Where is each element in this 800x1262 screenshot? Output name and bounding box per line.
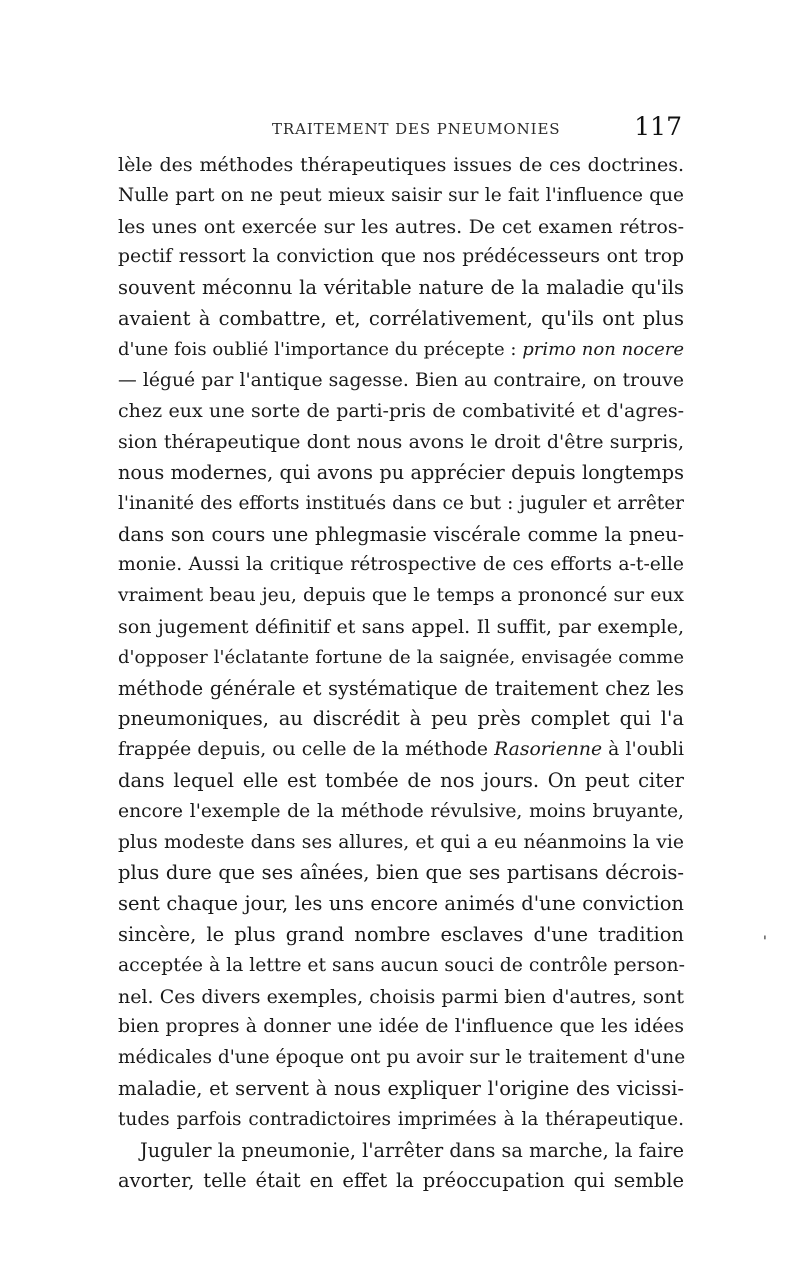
text-line: — légué par l'antique sagesse. Bien au contraire, on trouve bbox=[118, 369, 684, 391]
text-line: dans lequel elle est tombée de nos jours. On peut citer bbox=[118, 768, 684, 792]
text-line: d'opposer l'éclatante fortune de la saignée, envisagée comme bbox=[118, 646, 684, 668]
text-line: tudes parfois contradictoires imprimées à la thérapeutique. bbox=[118, 1108, 684, 1130]
text-line: souvent méconnu la véritable nature de la maladie qu'ils bbox=[118, 276, 684, 300]
text-line: plus dure que ses aînées, bien que ses partisans décrois- bbox=[118, 861, 684, 885]
italic-phrase: primo non nocere bbox=[522, 338, 684, 360]
text-line: maladie, et servent à nous expliquer l'origine des vicissi- bbox=[118, 1076, 684, 1100]
body-text bbox=[118, 150, 684, 1197]
text-line: pneumoniques, au discrédit à peu près complet qui l'a bbox=[118, 707, 684, 731]
text-line: avorter, telle était en effet la préoccupation qui semble bbox=[118, 1169, 684, 1193]
paragraph-start-line: Juguler la pneumonie, l'arrêter dans sa marche, la faire bbox=[140, 1138, 684, 1162]
text-line: les unes ont exercée sur les autres. De cet examen rétros- bbox=[118, 215, 684, 238]
text-line: chez eux une sorte de parti-pris de combativité et d'agres- bbox=[118, 400, 684, 423]
text-line: monie. Aussi la critique rétrospective de ces efforts a-t-elle bbox=[118, 554, 684, 576]
text-fragment: d'une fois oublié l'importance du précepte : bbox=[118, 338, 517, 360]
text-line: sent chaque jour, les uns encore animés d'une conviction bbox=[118, 892, 684, 916]
running-title: TRAITEMENT DES PNEUMONIES bbox=[272, 120, 561, 138]
text-line: acceptée à la lettre et sans aucun souci de contrôle person- bbox=[118, 954, 685, 976]
text-fragment: frappée depuis, ou celle de la méthode bbox=[118, 739, 488, 761]
text-line: avaient à combattre, et, corrélativement, qu'ils ont plus bbox=[118, 306, 684, 330]
text-line: plus modeste dans ses allures, et qui a eu néanmoins la vie bbox=[118, 831, 684, 853]
text-line: méthode générale et systématique de traitement chez les bbox=[118, 676, 684, 700]
text-line: vraiment beau jeu, depuis que le temps a prononcé sur eux bbox=[118, 585, 684, 607]
text-line: nel. Ces divers exemples, choisis parmi bien d'autres, sont bbox=[118, 985, 684, 1008]
text-line: sion thérapeutique dont nous avons le droit d'être surpris, bbox=[118, 431, 684, 454]
italic-phrase: Rasorienne bbox=[494, 739, 603, 761]
text-line: nous modernes, qui avons pu apprécier depuis longtemps bbox=[118, 460, 684, 484]
text-line: bien propres à donner une idée de l'influence que les idées bbox=[118, 1016, 684, 1038]
text-line bbox=[118, 335, 684, 366]
page-number: 117 bbox=[634, 112, 682, 141]
running-head bbox=[118, 112, 684, 142]
text-line: son jugement définitif et sans appel. Il suffit, par exemple, bbox=[118, 615, 684, 638]
text-line: Nulle part on ne peut mieux saisir sur le fait l'influence que bbox=[118, 184, 684, 206]
text-line bbox=[118, 735, 684, 766]
text-line: dans son cours une phlegmasie viscérale comme la pneu- bbox=[118, 522, 684, 546]
text-line: l'inanité des efforts institués dans ce but : juguler et arrêter bbox=[118, 492, 684, 514]
text-line: sincère, le plus grand nombre esclaves d'une tradition bbox=[118, 922, 684, 946]
marginal-ink-mark: ' bbox=[763, 934, 767, 950]
text-line: lèle des méthodes thérapeutiques issues de ces doctrines. bbox=[118, 154, 684, 176]
text-fragment: à l'oubli bbox=[602, 739, 684, 761]
text-line: encore l'exemple de la méthode révulsive, moins bruyante, bbox=[118, 800, 684, 822]
text-line: pectif ressort la conviction que nos prédécesseurs ont trop bbox=[118, 246, 684, 268]
text-line: médicales d'une époque ont pu avoir sur le traitement d'une bbox=[118, 1047, 686, 1069]
